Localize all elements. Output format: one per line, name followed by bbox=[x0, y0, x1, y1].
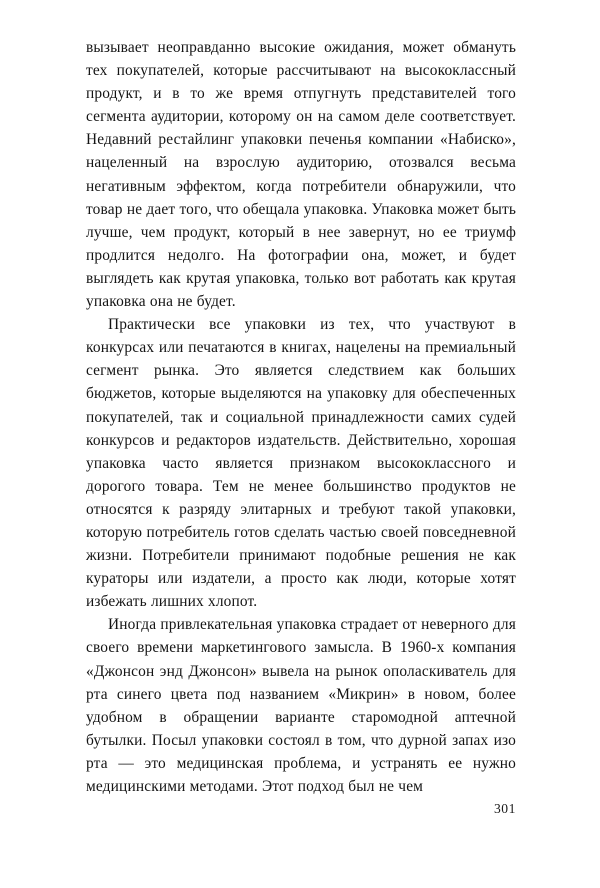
body-paragraph-2: Практически все упаковки из тех, что участвуют в конкурсах или печатаются в книгах, нацелены на премиальный сегмент рынка. Это является следствием как больших бюджетов, которые выделяются на упаковку для обеспеченных покупателей, так и социальной принадлежности самих судей конкурсов и редакторов издательств. Действительно, хорошая упаковка часто является признаком высококлассного и дорогого товара. Тем не менее большинство продуктов не относятся к разряду элитарных и требуют такой упаковки, которую потребитель готов сделать частью своей повседневной жизни. Потребители принимают подобные решения не как кураторы или издатели, а просто как люди, которые хотят избежать лишних хлопот. bbox=[86, 316, 516, 611]
body-paragraph-3: Иногда привлекательная упаковка страдает от неверного для своего времени маркетингового замысла. В 1960-х компания «Джонсон энд Джонсон» вывела на рынок ополаскиватель для рта синего цвета под названием «Микрин» в новом, более удобном в обращении варианте старомодной аптечной бутылки. Посыл упаковки состоял в том, что дурной запах изо рта — это медицинская проблема, и устранять ее нужно медицинскими методами. Этот подход был не чем bbox=[86, 616, 516, 795]
page-number: 301 bbox=[493, 801, 516, 816]
body-paragraph-1: вызывает неоправданно высокие ожидания, может обмануть тех покупателей, которые рассчитывают на высококлассный продукт, и в то же время отпугнуть представителей того сегмента аудитории, которому он на самом деле соответствует. Недавний рестайлинг упаковки печенья компании «Набиско», нацеленный на взрослую аудиторию, отозвался весьма негативным эффектом, когда потребители обнаружили, что товар не дает того, что обещала упаковка. Упаковка может быть лучше, чем продукт, который в нее завернут, но ее триумф продлится недолго. На фотографии она, может, и будет выглядеть как крутая упаковка, только вот работать как крутая упаковка она не будет. bbox=[86, 39, 516, 311]
page-text-block bbox=[86, 36, 516, 798]
